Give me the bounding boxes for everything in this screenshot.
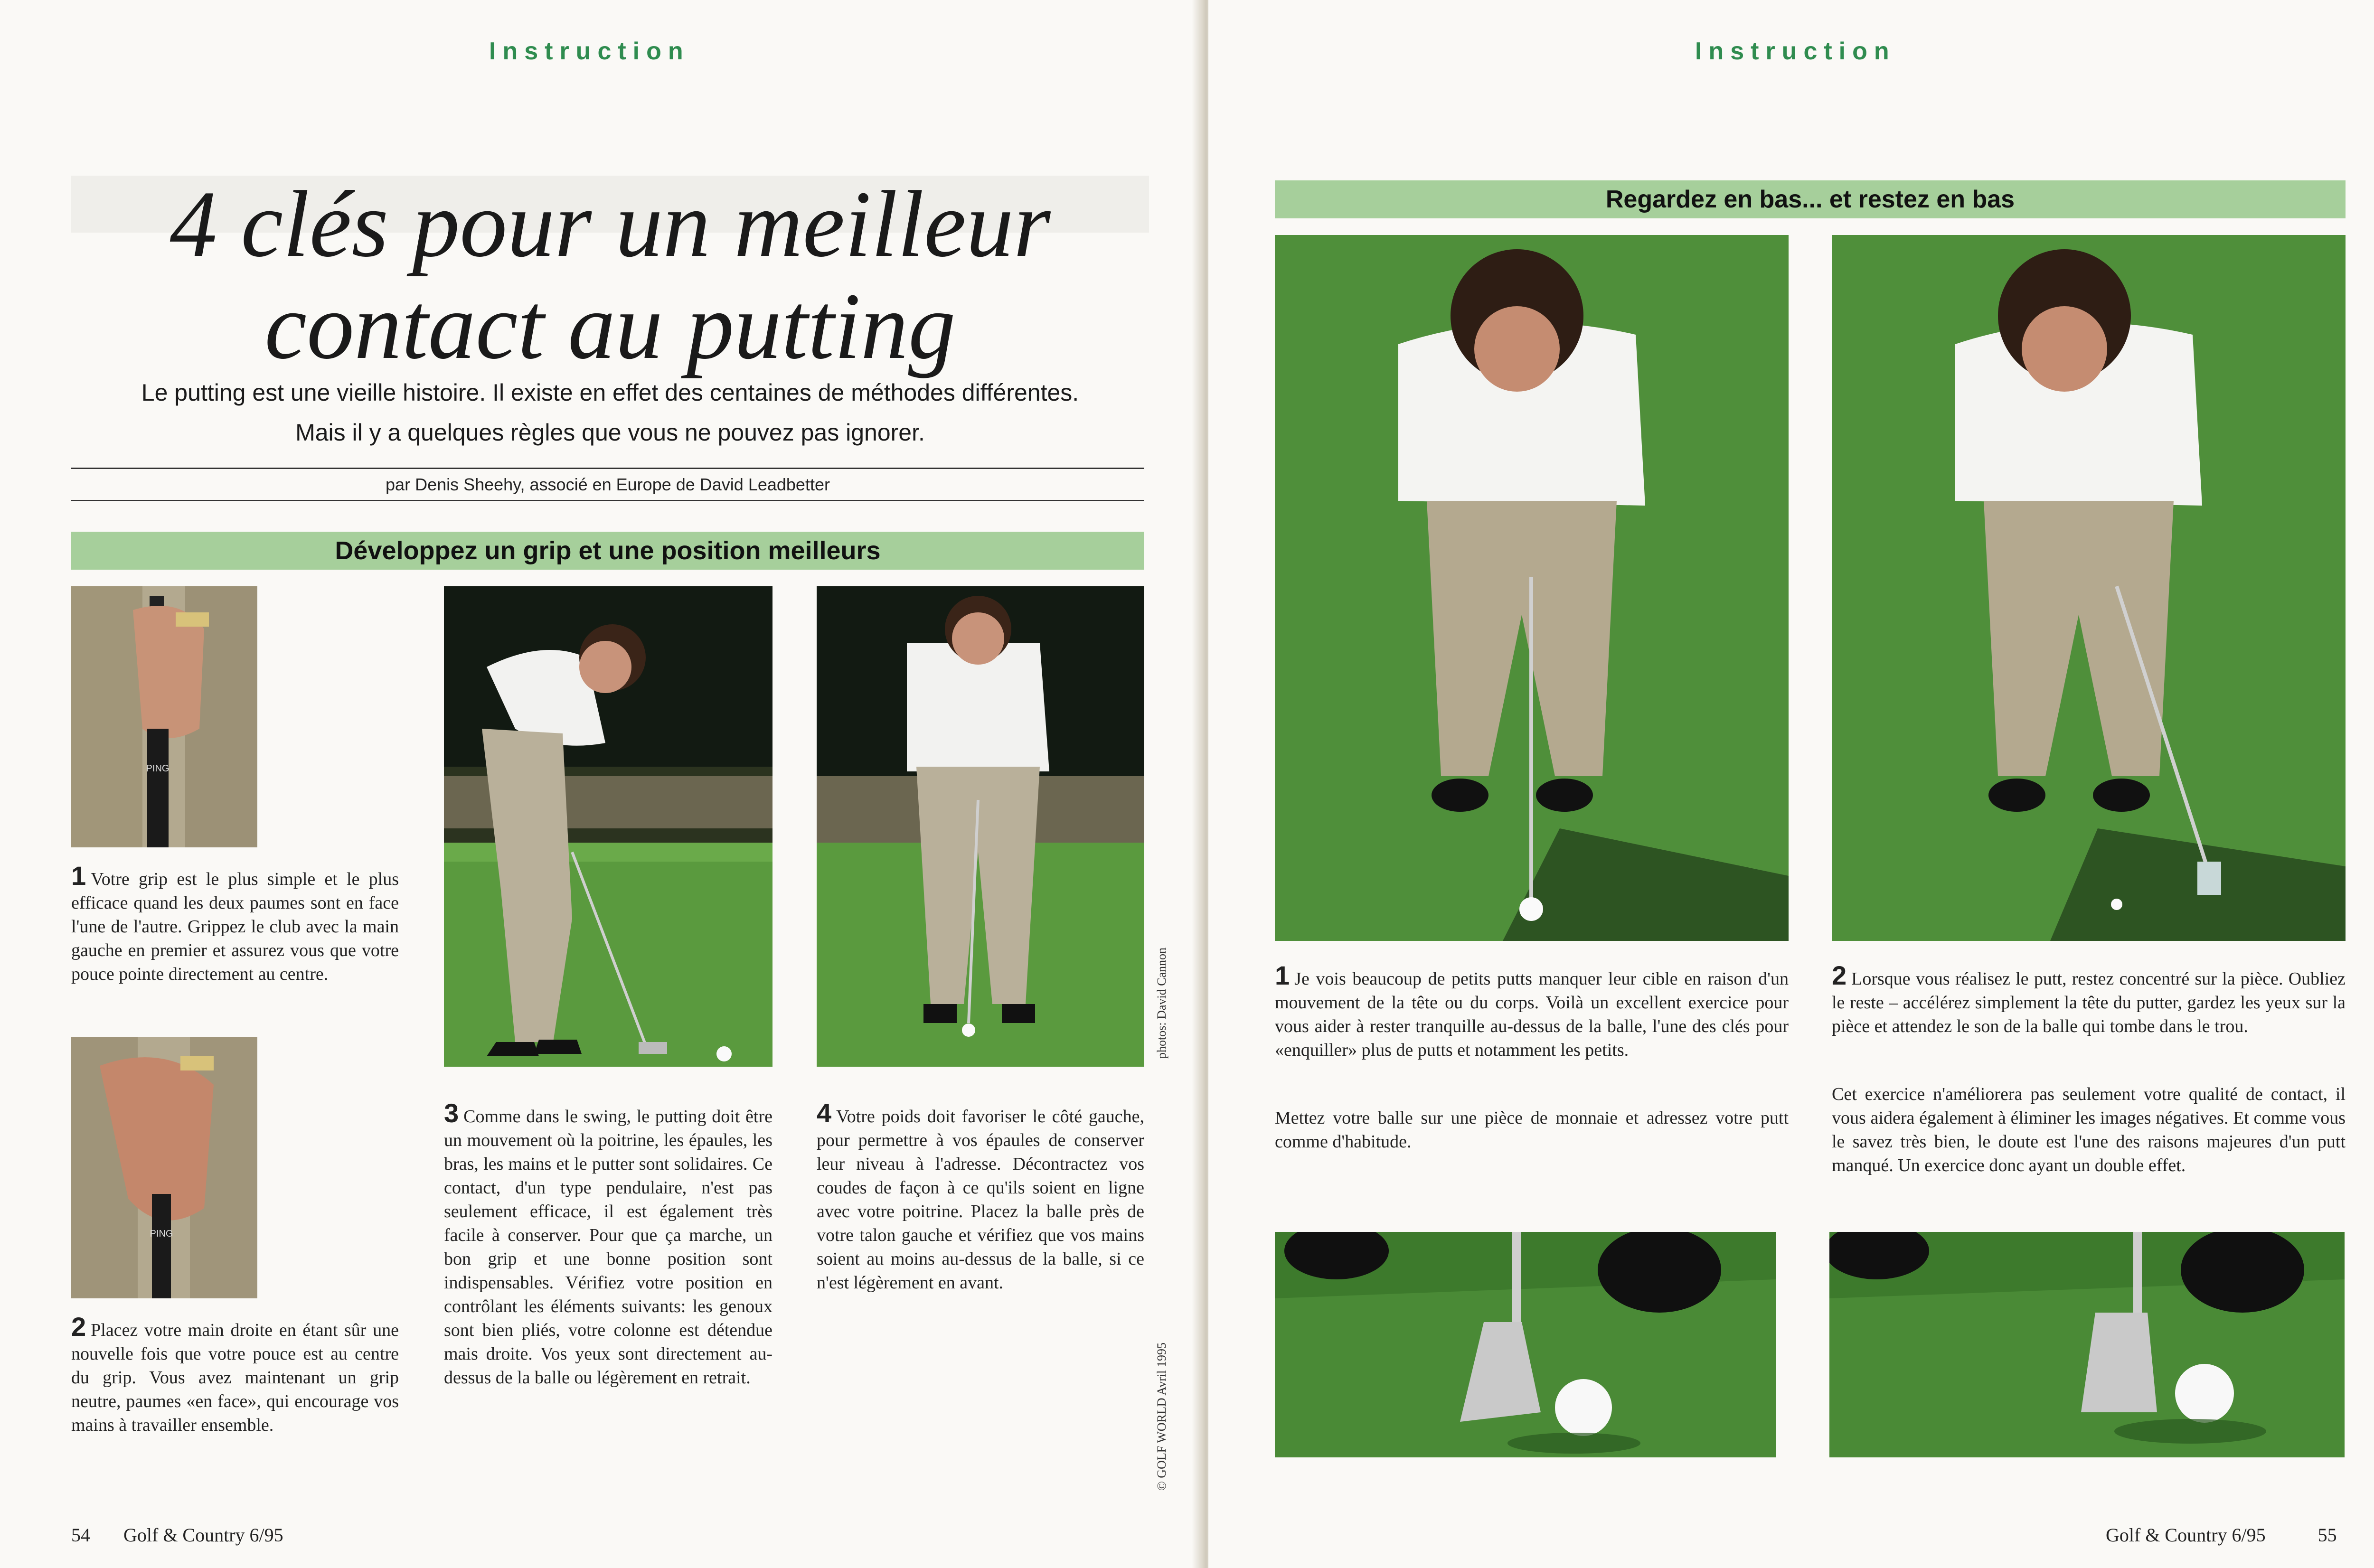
title-line-1: 4 clés pour un meilleur bbox=[170, 172, 1051, 277]
step-1-number: 1 bbox=[71, 861, 86, 891]
right-step-1-text: Je vois beaucoup de petits putts manquer leur cible en raison d'un mouvement de la tête ou du corps. Voilà un excellent exercice pour vous aider à rester tranquille au-dessus de la balle, l'une des clés pour «enquiller» plus de putts et notamment les petits. bbox=[1275, 969, 1789, 1060]
folio-right bbox=[2106, 1524, 2337, 1546]
folio-left bbox=[71, 1524, 283, 1546]
article-title bbox=[71, 173, 1149, 377]
copyright-credit: © GOLF WORLD Avril 1995 bbox=[1155, 1342, 1168, 1491]
step-4-text: Votre poids doit favoriser le côté gauche, pour permettre à vos épaules de conserver leur niveau à l'adresse. Décontractez vos coudes de façon à ce qu'ils soient en ligne avec votre poitrine. Placez la balle près de votre talon gauche et vérifiez que vos mains soient au moins au-dessus de la balle, si ce n'est légèrement en avant. bbox=[817, 1107, 1144, 1293]
byline-rule-bottom bbox=[71, 500, 1144, 501]
grip-photo-2 bbox=[71, 1037, 257, 1298]
deck-line-1: Le putting est une vieille histoire. Il existe en effet des centaines de méthodes différentes. bbox=[141, 379, 1079, 406]
side-view-image bbox=[444, 586, 772, 1067]
step-4 bbox=[817, 1098, 1144, 1295]
right-step-1-number: 1 bbox=[1275, 960, 1290, 990]
right-page bbox=[1208, 0, 2374, 1568]
step-1 bbox=[71, 861, 399, 986]
section-band-right bbox=[1275, 180, 2346, 218]
step-2-number: 2 bbox=[71, 1312, 86, 1342]
right-step-2-text: Lorsque vous réalisez le putt, restez concentré sur la pièce. Oubliez le reste – accélérez simplement la tête du putter, gardez les yeux sur la pièce et attendez le son de la balle qui tombe dans le trou. bbox=[1832, 969, 2346, 1036]
look-down-photo-1 bbox=[1275, 235, 1789, 941]
grip-photo-2-image bbox=[71, 1037, 257, 1298]
byline: par Denis Sheehy, associé en Europe de David Leadbetter bbox=[386, 475, 830, 494]
side-view-photo bbox=[444, 586, 772, 1067]
step-3-number: 3 bbox=[444, 1098, 459, 1128]
deck-line-2: Mais il y a quelques règles que vous ne pouvez pas ignorer. bbox=[295, 419, 925, 446]
byline-rule-top bbox=[71, 468, 1144, 469]
right-step-1 bbox=[1275, 960, 1789, 1062]
page-number-right: 55 bbox=[2317, 1524, 2337, 1546]
article-deck bbox=[71, 373, 1149, 452]
look-down-photo-2 bbox=[1832, 235, 2346, 941]
closeup-photo-2 bbox=[1829, 1232, 2345, 1457]
grip-photo-1-image bbox=[71, 586, 257, 847]
step-4-number: 4 bbox=[817, 1098, 832, 1128]
step-2 bbox=[71, 1312, 399, 1437]
right-step-2-number: 2 bbox=[1832, 960, 1847, 990]
closeup-photo-1 bbox=[1275, 1232, 1776, 1457]
page-number-left: 54 bbox=[71, 1524, 90, 1546]
right-step-1b: Mettez votre balle sur une pièce de monnaie et adressez votre putt comme d'habitude. bbox=[1275, 1108, 1789, 1152]
closeup-image-2 bbox=[1829, 1232, 2345, 1457]
front-view-photo bbox=[817, 586, 1144, 1067]
grip-label-2: PING bbox=[150, 1229, 173, 1239]
step-3 bbox=[444, 1098, 772, 1390]
step-3-text: Comme dans le swing, le putting doit être un mouvement où la poitrine, les épaules, les bras, les mains et le putter sont solidaires. Ce contact, d'un type pendulaire, n'est pas seulement efficace, il est également très facile à conserver. Pour que ça marche, un bon grip et une bonne position sont indispensables. Vérifiez votre position en contrôlant les éléments suivants: les genoux sont bien pliés, votre colonne est détendue mais droite. Vos yeux sont directement au-dessus de la balle ou légèrement en retrait. bbox=[444, 1107, 772, 1388]
section-label-right bbox=[1695, 37, 1896, 66]
step-1-text: Votre grip est le plus simple et le plus efficace quand les deux paumes sont en face l'une de l'autre. Grippez le club avec la main gauche en premier et assurez vous que votre pouce pointe directement au centre. bbox=[71, 869, 399, 984]
step-2-text: Placez votre main droite en étant sûr une nouvelle fois que votre pouce est au centre du grip. Vous avez maintenant un grip neutre, paumes «en face», qui encourage vos mains à travailler ensemble. bbox=[71, 1320, 399, 1435]
section-label-text: Instruction bbox=[489, 38, 690, 65]
section-band bbox=[71, 532, 1144, 570]
title-line-2: contact au putting bbox=[264, 274, 956, 379]
closeup-image-1 bbox=[1275, 1232, 1776, 1457]
look-down-image-1 bbox=[1275, 235, 1789, 941]
magazine-name-left: Golf & Country 6/95 bbox=[123, 1524, 283, 1546]
magazine-name-right: Golf & Country 6/95 bbox=[2106, 1524, 2266, 1546]
front-view-image bbox=[817, 586, 1144, 1067]
section-label-right-text: Instruction bbox=[1695, 38, 1896, 65]
grip-label-1: PING bbox=[146, 763, 170, 774]
look-down-image-2 bbox=[1832, 235, 2346, 941]
grip-photo-1 bbox=[71, 586, 257, 847]
band-title-right: Regardez en bas... et restez en bas bbox=[1605, 186, 2015, 213]
band-title: Développez un grip et une position meilleurs bbox=[335, 536, 881, 565]
right-step-2b: Cet exercice n'améliorera pas seulement votre qualité de contact, il vous aidera également à éliminer les images négatives. Et comme vous le savez très bien, le doute est l'une des raisons majeures d'un putt manqué. Un exercice donc ayant un double effet. bbox=[1832, 1084, 2346, 1175]
right-step-2 bbox=[1832, 960, 2346, 1038]
photo-credit: photos: David Cannon bbox=[1155, 948, 1168, 1059]
section-label bbox=[489, 37, 690, 66]
